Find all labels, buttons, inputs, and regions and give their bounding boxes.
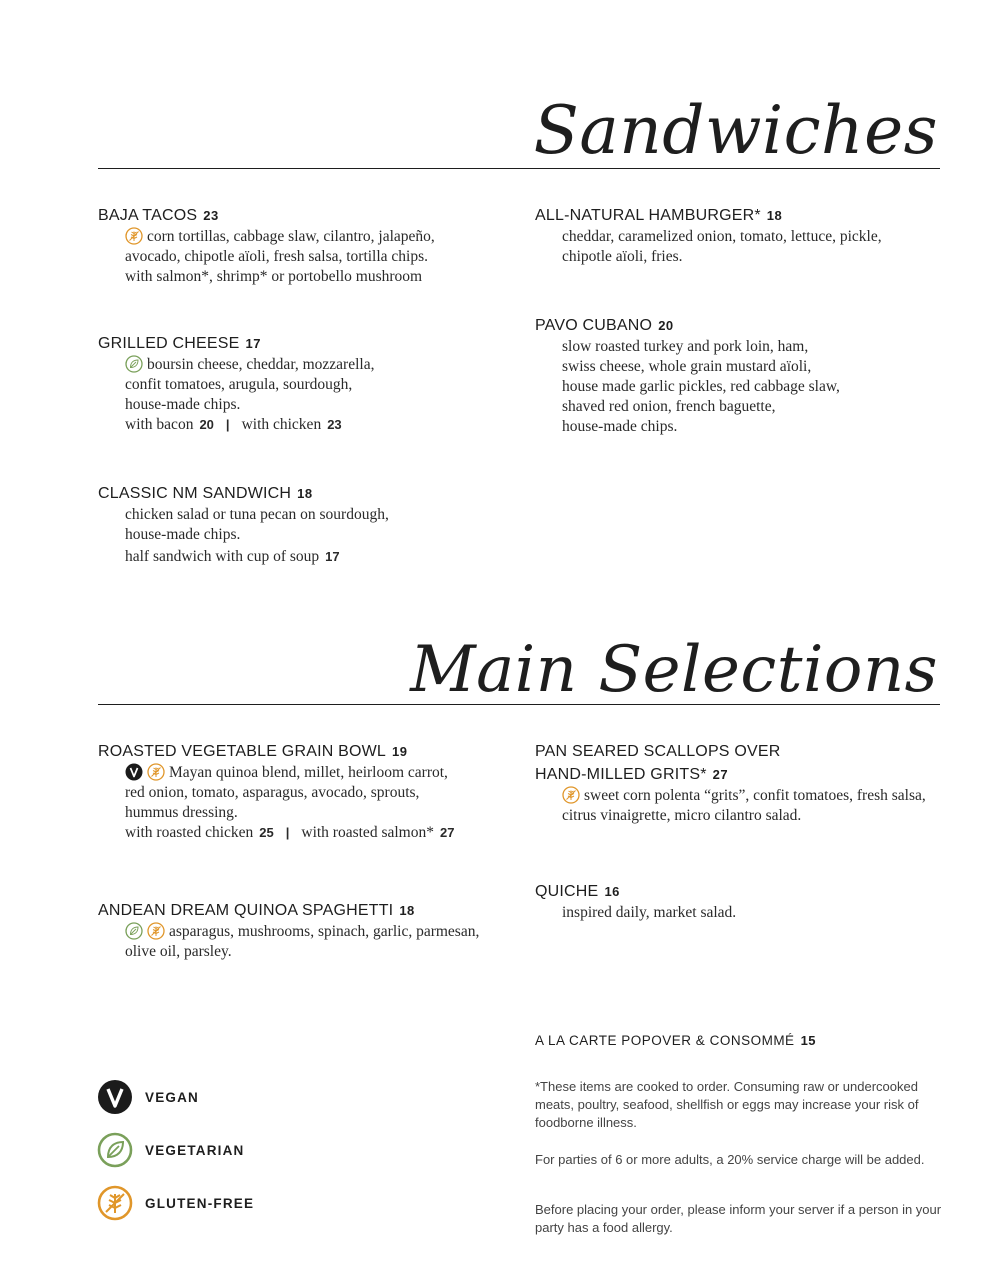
item-desc-line: slow roasted turkey and pork loin, ham,: [562, 338, 809, 355]
item-desc-line: shaved red onion, french baguette,: [562, 398, 776, 415]
item-desc-line: sweet corn polenta “grits”, confit tomatoes, fresh salsa,: [584, 787, 926, 804]
item-desc-line: confit tomatoes, arugula, sourdough,: [125, 376, 353, 393]
item-price: 16: [604, 884, 620, 899]
menu-item-baja-tacos: [98, 204, 518, 287]
item-desc-line: cheddar, caramelized onion, tomato, lettuce, pickle,: [562, 228, 882, 245]
option-separator: |: [285, 825, 290, 840]
note-service-charge: For parties of 6 or more adults, a 20% service charge will be added.: [535, 1152, 925, 1167]
option-label: with chicken: [241, 416, 322, 433]
item-name: GRILLED CHEESE: [98, 335, 240, 352]
menu-item-scallops: [535, 740, 955, 826]
alacarte-label: A LA CARTE POPOVER & CONSOMMÉ: [535, 1033, 795, 1048]
option-label: half sandwich with cup of soup: [125, 548, 320, 565]
menu-item-quiche: [535, 880, 955, 923]
vegetarian-icon: [125, 922, 143, 940]
item-desc-line: chicken salad or tuna pecan on sourdough,: [125, 506, 389, 523]
option-price: 25: [259, 825, 274, 840]
legend-label: VEGETARIAN: [145, 1142, 245, 1158]
note-food-allergy: Before placing your order, please inform your server if a person in your party has a food allergy.: [535, 1202, 942, 1235]
item-name: ROASTED VEGETABLE GRAIN BOWL: [98, 743, 387, 760]
main-selections-title: Main Selections: [410, 633, 938, 707]
item-name: ANDEAN DREAM QUINOA SPAGHETTI: [98, 902, 394, 919]
gluten-free-icon: [147, 763, 165, 781]
item-price: 20: [658, 318, 674, 333]
legend-label: GLUTEN-FREE: [145, 1195, 255, 1211]
legend-label: VEGAN: [145, 1089, 200, 1105]
legend-gluten-free: [97, 1185, 254, 1221]
option-price: 17: [325, 549, 340, 564]
option-separator: |: [225, 417, 230, 432]
item-desc-line: swiss cheese, whole grain mustard aïoli,: [562, 358, 812, 375]
item-desc-line: red onion, tomato, asparagus, avocado, sprouts,: [125, 784, 420, 801]
vegan-icon: [97, 1079, 133, 1115]
item-desc-line: Mayan quinoa blend, millet, heirloom carrot,: [169, 764, 448, 781]
option-label: with roasted salmon*: [301, 824, 434, 841]
gluten-free-wheat-icon: [97, 1185, 133, 1221]
option-price: 20: [199, 417, 214, 432]
item-desc-line: hummus dressing.: [125, 804, 238, 821]
item-desc-line: citrus vinaigrette, micro cilantro salad.: [562, 807, 802, 824]
vegan-icon: [125, 763, 143, 781]
item-desc-line: asparagus, mushrooms, spinach, garlic, parmesan,: [169, 923, 480, 940]
item-name: ALL-NATURAL HAMBURGER*: [535, 207, 761, 224]
vegetarian-leaf-icon: [97, 1132, 133, 1168]
menu-item-quinoa-spaghetti: [98, 899, 518, 962]
gluten-free-icon: [125, 227, 143, 245]
option-price: 23: [327, 417, 342, 432]
alacarte-popover: [535, 1033, 816, 1048]
legend-vegan: [97, 1079, 199, 1115]
item-desc-line: house-made chips.: [562, 418, 678, 435]
item-desc-line: with salmon*, shrimp* or portobello mushroom: [125, 268, 423, 285]
option-label: with bacon: [125, 416, 194, 433]
item-price: 23: [203, 208, 219, 223]
item-price: 18: [399, 903, 415, 918]
menu-item-grilled-cheese: [98, 332, 518, 435]
item-desc-line: house made garlic pickles, red cabbage slaw,: [562, 378, 840, 395]
item-desc-line: house-made chips.: [125, 396, 241, 413]
item-name: CLASSIC NM SANDWICH: [98, 485, 292, 502]
menu-item-hamburger: [535, 204, 955, 267]
item-desc-line: house-made chips.: [125, 526, 241, 543]
item-name-line: PAN SEARED SCALLOPS OVER: [535, 743, 781, 760]
item-desc-line: inspired daily, market salad.: [562, 904, 737, 921]
item-name: HAND-MILLED GRITS*: [535, 766, 707, 783]
gluten-free-icon: [147, 922, 165, 940]
item-price: 19: [392, 744, 408, 759]
note-raw-food-warning: *These items are cooked to order. Consuming raw or undercooked meats, poultry, seafood, shellfish or eggs may increase your risk of foodborne illness.: [535, 1079, 919, 1130]
sandwiches-divider: [98, 168, 940, 169]
item-desc-line: chipotle aïoli, fries.: [562, 248, 683, 265]
option-price: 27: [439, 825, 455, 840]
gluten-free-icon: [562, 786, 580, 804]
option-label: with roasted chicken: [125, 824, 254, 841]
item-name: BAJA TACOS: [98, 207, 198, 224]
item-desc-line: avocado, chipotle aïoli, fresh salsa, tortilla chips.: [125, 248, 429, 265]
item-desc-line: corn tortillas, cabbage slaw, cilantro, jalapeño,: [147, 228, 435, 245]
item-desc-line: olive oil, parsley.: [125, 943, 232, 960]
item-price: 18: [766, 208, 783, 223]
item-desc-line: boursin cheese, cheddar, mozzarella,: [147, 356, 375, 373]
item-price: 27: [712, 767, 729, 782]
item-options: [125, 547, 518, 567]
alacarte-price: 15: [800, 1033, 817, 1048]
item-price: 17: [245, 336, 261, 351]
item-options: [125, 823, 518, 843]
legend-vegetarian: [97, 1132, 245, 1168]
item-options: [125, 415, 518, 435]
sandwiches-title: Sandwiches: [533, 92, 938, 169]
item-price: 18: [297, 486, 313, 501]
menu-item-classic-nm-sandwich: [98, 482, 518, 567]
menu-item-pavo-cubano: [535, 314, 955, 437]
item-name: PAVO CUBANO: [535, 317, 653, 334]
item-name: QUICHE: [535, 883, 599, 900]
vegetarian-icon: [125, 355, 143, 373]
menu-item-grain-bowl: [98, 740, 518, 843]
main-selections-divider: [98, 704, 940, 705]
